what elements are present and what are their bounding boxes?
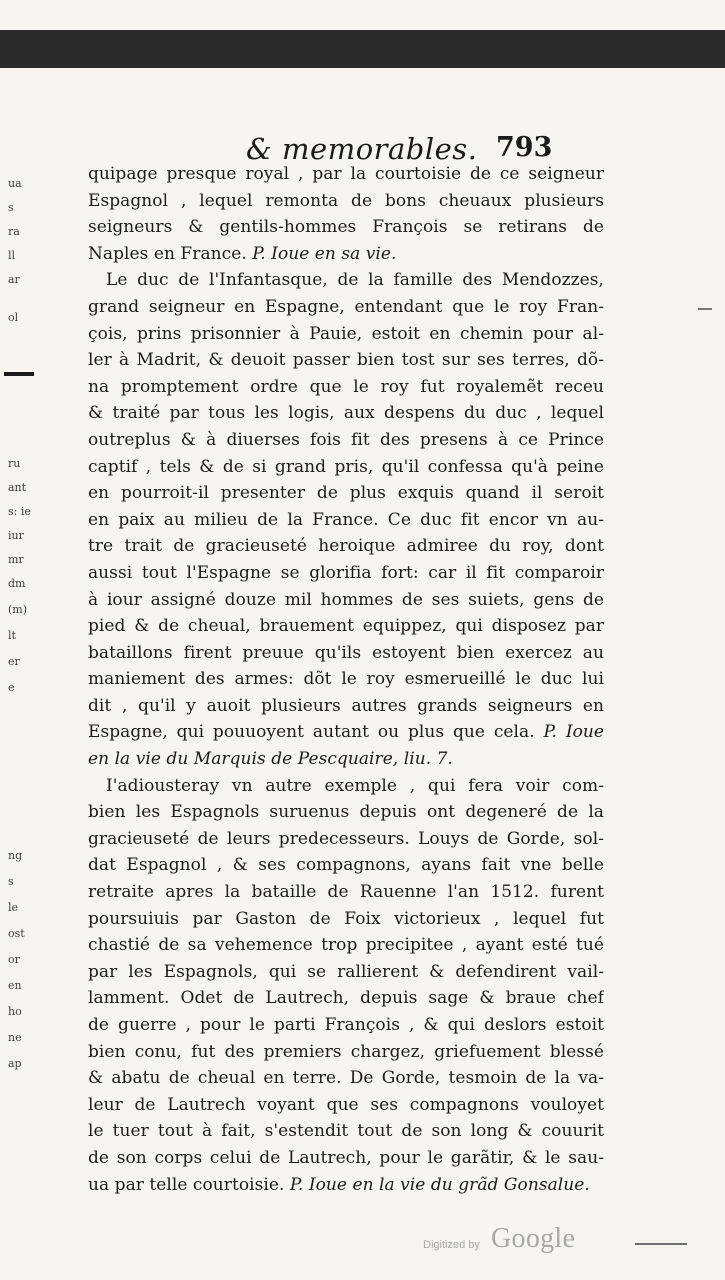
text-line: retraite apres la bataille de Rauenne l'an 1512. furent [88,882,604,903]
text-line: ua par telle courtoisie. P. Ioue en la vie du grãd Gonsalue. [88,1174,590,1195]
text-line: Espagnol , lequel remonta de bons cheuaux plusieurs [88,190,604,211]
text-line: poursuiuis par Gaston de Foix victorieux , lequel fut [88,908,604,929]
text-line: de son corps celui de Lautrech, pour le garãtir, & le sau- [88,1147,604,1168]
text-line: dat Espagnol , & ses compagnons, ayans fait vne belle [88,855,604,876]
text-line: Le duc de l'Infantasque, de la famille des Mendozzes, [106,270,604,291]
text-line: bien conu, fut des premiers chargez, griefuement blessé [88,1041,604,1062]
left-margin-fragments [0,160,44,1070]
text-line: tre trait de gracieuseté heroique admiree du roy, dont [88,536,604,557]
right-margin-mark [698,308,712,310]
text-line: pied & de cheual, brauement equippez, qui disposez par [88,616,604,637]
margin-fragment: ol [8,311,19,324]
margin-fragment: s [8,875,14,888]
text-line: bien les Espagnols suruenus depuis ont degeneré de la [88,802,604,823]
text-line: na promptement ordre que le roy fut royalemẽt receu [88,376,604,397]
margin-fragment: er [8,655,20,668]
text-line: outreplus & à diuerses fois fit des presens à ce Prince [88,429,604,450]
text-line: en paix au milieu de la France. Ce duc fit encor vn au- [88,509,604,530]
margin-fragment: e [8,681,15,694]
margin-fragment: ne [8,1031,22,1044]
text-line: quipage presque royal , par la courtoisie de ce seigneur [88,164,604,184]
margin-fragment: (m) [8,603,28,616]
text-line: en pourroit-il presenter de plus exquis quand il seroit [88,483,604,504]
margin-fragment: ho [8,1005,22,1018]
margin-fragment: ra [8,225,20,238]
margin-fragment: dm [8,577,26,590]
text-line: captif , tels & de si grand pris, qu'il confessa qu'à peine [88,456,604,477]
text-line: seigneurs & gentils-hommes François se retirans de [88,217,604,238]
text-line: en la vie du Marquis de Pescquaire, liu. 7. [88,749,453,770]
running-title: & memorables. [246,132,478,166]
scan-dark-bar [0,30,725,68]
margin-fragment: mr [8,553,24,566]
text-line: Espagne, qui pouuoyent autant ou plus que cela. P. Ioue [88,722,604,743]
margin-fragment: ru [8,457,21,470]
margin-fragment: s: ie [8,505,31,518]
digitized-by-text: Digitized by [423,1239,480,1251]
text-line: & traité par tous les logis, aux despens du duc , lequel [88,403,604,424]
google-wordmark: Google [491,1223,576,1254]
margin-fragment: or [8,953,20,966]
digitization-mark [423,1223,583,1259]
text-line: maniement des armes: dõt le roy esmerueillé le duc lui [88,669,604,690]
text-line: çois, prins prisonnier à Pauie, estoit en chemin pour al- [88,323,604,344]
text-line: & abatu de cheual en terre. De Gorde, tesmoin de la va- [88,1068,604,1089]
text-line: gracieuseté de leurs predecesseurs. Louys de Gorde, sol- [88,828,604,849]
margin-fragment: lt [8,629,16,642]
text-line: chastié de sa vehemence trop precipitee , ayant esté tué [88,935,604,956]
margin-fragment: ar [8,273,20,286]
margin-fragment: le [8,901,19,914]
text-line: leur de Lautrech voyant que ses compagnons vouloyet [88,1094,604,1115]
text-line: par les Espagnols, qui se rallierent & defendirent vail- [88,961,604,982]
text-line: dit , qu'il y auoit plusieurs autres grands seigneurs en [88,695,604,716]
text-line: grand seigneur en Espagne, entendant que le roy Fran- [88,296,604,317]
text-line: aussi tout l'Espagne se glorifia fort: car il fit comparoir [88,562,604,583]
margin-fragment: ant [8,481,27,494]
text-line: le tuer tout à fait, s'estendit tout de son long & couurit [88,1121,604,1142]
body-text [88,161,604,1198]
text-line: I'adiousteray vn autre exemple , qui fera voir com- [106,775,604,796]
margin-fragment: en [8,979,22,992]
text-line: ler à Madrit, & deuoit passer bien tost sur ses terres, dõ- [88,350,604,371]
margin-fragment: s [8,201,14,214]
margin-fragment: ost [8,927,25,940]
margin-fragment: ll [8,249,16,262]
text-line: lamment. Odet de Lautrech, depuis sage & braue chef [88,988,604,1009]
text-line: bataillons firent preuue qu'ils estoyent bien exercez au [88,642,604,663]
text-line: de guerre , pour le parti François , & qui deslors estoit [88,1015,604,1035]
margin-fragment: ap [8,1057,22,1070]
margin-fragment: ua [8,177,22,190]
page-number: 793 [496,132,553,163]
margin-fragment: ng [8,849,23,862]
footer-rule [635,1243,687,1245]
margin-fragment: iur [8,529,24,542]
text-line: à iour assigné douze mil hommes de ses suiets, gens de [88,589,604,610]
text-line: Naples en France. P. Ioue en sa vie. [88,243,397,264]
margin-dash-mark [4,372,34,376]
book-page [70,110,630,1195]
